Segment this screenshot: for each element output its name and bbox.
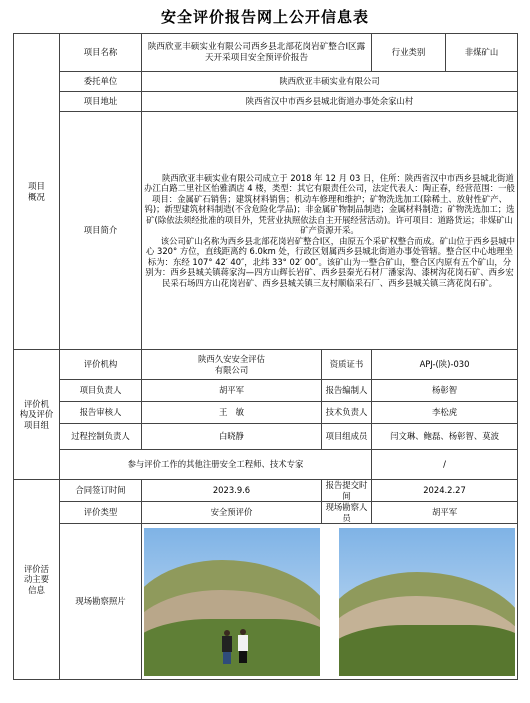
industry-label: 行业类别 xyxy=(372,34,446,72)
page-title: 安全评价报告网上公开信息表 xyxy=(160,8,369,26)
tech-value: 李松虎 xyxy=(372,402,518,424)
org-label: 评价机构 xyxy=(60,350,142,380)
info-table xyxy=(13,33,518,680)
type-label: 评价类型 xyxy=(60,502,142,524)
submit-date-label: 报告提交时间 xyxy=(322,480,372,502)
reviewer-label: 报告审核人 xyxy=(60,402,142,424)
overview-section-label: 项目 概况 xyxy=(14,34,60,350)
client-value: 陕西欣亚丰硕实业有限公司 xyxy=(142,72,518,92)
person-figure xyxy=(238,629,248,663)
members-label: 项目组成员 xyxy=(322,424,372,450)
contract-date-label: 合同签订时间 xyxy=(60,480,142,502)
writer-label: 报告编制人 xyxy=(322,380,372,402)
industry-value: 非煤矿山 xyxy=(446,34,518,72)
activity-section-label: 评价活 动主要 信息 xyxy=(14,480,60,680)
lead-value: 胡平军 xyxy=(142,380,322,402)
evaluation-section-label: 评价机 构及评价 项目组 xyxy=(14,350,60,480)
lead-label: 项目负责人 xyxy=(60,380,142,402)
intro-paragraph-1: 陕西欣亚丰硕实业有限公司成立于 2018 年 12 月 03 日，住所：陕西省汉中市西乡县城北街道办江白路二里社区怡雅酒店 4 楼，类型：其它有限责任公司，法定代表人：陶正春，经营范围：一般项目：金属矿石销售；建筑材料销售；机动车修理和维护；矿物洗选加工(除稀土、放射性矿产、钨)；新型建筑材料制造(不含危险化学品)；非金属矿物制品制造；金属材料制造；矿物洗选加工；选矿(除依法须经批准的项目外，凭营业执照依法自主开展经营活动)。许可项目：道路货运；非煤矿山矿产资源开采。 xyxy=(144,172,515,236)
process-label: 过程控制负责人 xyxy=(60,424,142,450)
cert-value: APJ-(陕)-030 xyxy=(372,350,518,380)
org-value: 陕西久安安全评估 有限公司 xyxy=(142,350,322,380)
site-photo-2 xyxy=(339,528,515,676)
inspector-label: 现场勘察人员 xyxy=(322,502,372,524)
photo-label: 现场勘察照片 xyxy=(60,524,142,680)
engineers-label: 参与评价工作的其他注册安全工程师、技术专家 xyxy=(60,450,372,480)
client-label: 委托单位 xyxy=(60,72,142,92)
inspector-value: 胡平军 xyxy=(372,502,518,524)
intro-content xyxy=(142,112,518,350)
project-name-value: 陕西欣亚丰硕实业有限公司西乡县北部花岗岩矿整合Ⅰ区露天开采项目安全预评价报告 xyxy=(142,34,372,72)
contract-date-value: 2023.9.6 xyxy=(142,480,322,502)
site-photos xyxy=(142,525,517,679)
writer-value: 杨彰智 xyxy=(372,380,518,402)
site-photo-1 xyxy=(144,528,320,676)
address-value: 陕西省汉中市西乡县城北街道办事处余家山村 xyxy=(142,92,518,112)
submit-date-value: 2024.2.27 xyxy=(372,480,518,502)
cert-label: 资质证书 xyxy=(322,350,372,380)
tech-label: 技术负责人 xyxy=(322,402,372,424)
members-value: 闫文琳、鲍磊、杨彰智、莫波 xyxy=(372,424,518,450)
project-name-label: 项目名称 xyxy=(60,34,142,72)
person-figure xyxy=(222,630,232,664)
intro-paragraph-2: 该公司矿山名称为西乡县北部花岗岩矿整合Ⅰ区，由原五个采矿权整合而成。矿山位于西乡县城中心 320° 方位，直线距离约 6.0km 处，行政区划属西乡县城北街道办事处管辖。整合区中心地理坐标为：东经 107° 42′ 40″，北纬 33° 02′ 00″。该矿山为一整合矿山，整合区内原有五个矿山，分别为：西乡县城关镇蒋家沟—四方山辉长岩矿、西乡县秦光石材厂潘家沟、漆树沟花岗石矿、西乡宏民采石场四方山花岗岩矿、西乡县城关镇三友村顺临采石厂、西乡县城关镇三湾花岗石矿。 xyxy=(145,235,516,288)
address-label: 项目地址 xyxy=(60,92,142,112)
type-value: 安全预评价 xyxy=(142,502,322,524)
intro-label: 项目简介 xyxy=(60,112,142,350)
engineers-value: / xyxy=(372,450,518,480)
photo-cell xyxy=(142,524,518,680)
process-value: 白晓静 xyxy=(142,424,322,450)
reviewer-value: 王 敏 xyxy=(142,402,322,424)
